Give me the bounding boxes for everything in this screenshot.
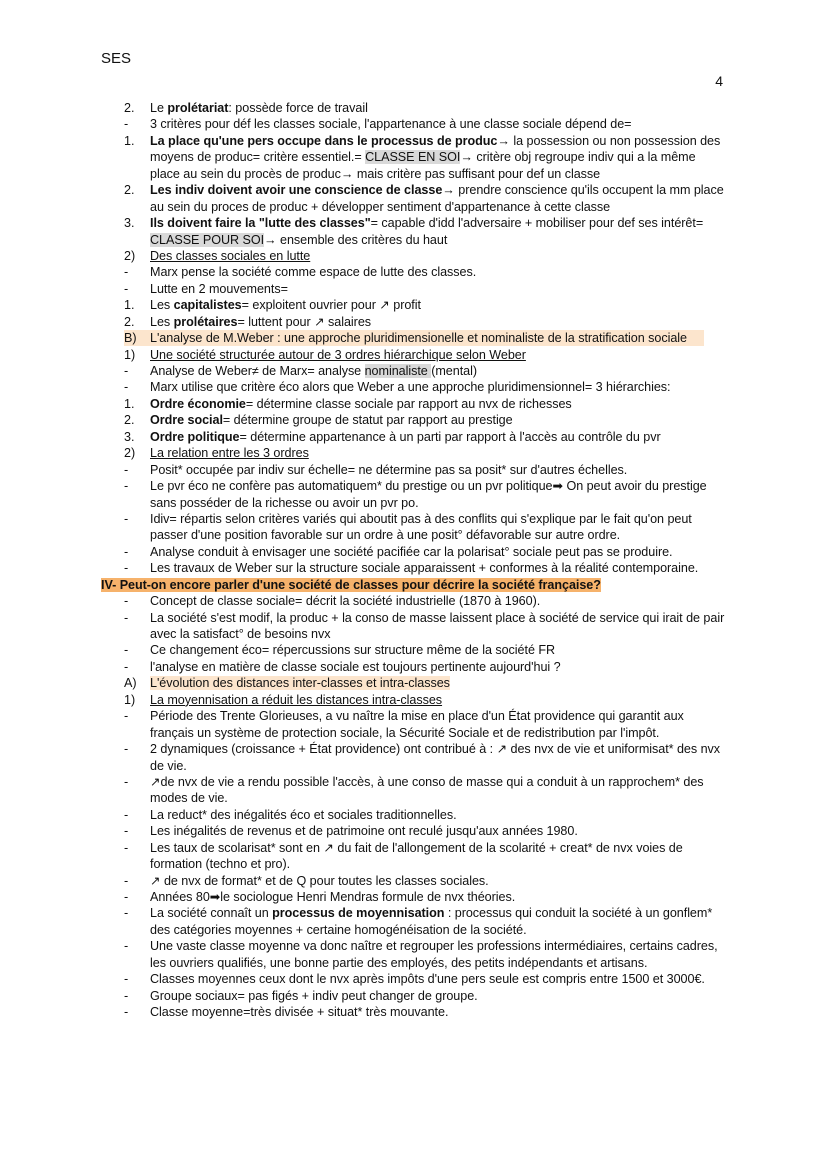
text-run: avec la satisfact° de besoins nvx — [150, 627, 331, 641]
text-run: l'analyse en matière de classe sociale est toujours pertinente aujourd'hui ? — [150, 659, 561, 674]
list-marker: 1) — [124, 692, 136, 707]
list-marker: B) — [124, 331, 137, 346]
text-line — [0, 149, 828, 165]
line-content — [150, 429, 661, 445]
text-line — [0, 840, 828, 856]
list-marker: - — [124, 511, 129, 526]
text-run: Période des Trente Glorieuses, a vu naître la mise en place d'un État providence qui garantit aux — [150, 709, 684, 724]
text-run: Idiv= répartis selon critères variés qui aboutit pas à des conflits qui s'explique par le fait qu'on peut — [150, 511, 692, 526]
text-line — [0, 708, 828, 724]
text-run: Ordre politique — [150, 429, 240, 444]
line-content — [150, 823, 578, 839]
line-content — [150, 741, 720, 757]
line-content — [150, 971, 705, 987]
text-line — [0, 889, 828, 905]
text-line — [0, 905, 828, 921]
text-line — [0, 281, 828, 297]
text-line — [0, 330, 828, 346]
line-content — [150, 264, 476, 280]
text-line — [0, 955, 828, 971]
list-marker: - — [124, 906, 129, 921]
text-line — [0, 988, 828, 1004]
line-content — [150, 922, 527, 938]
text-line — [0, 297, 828, 313]
line-content — [150, 988, 478, 1004]
line-content — [150, 297, 421, 313]
text-line — [0, 593, 828, 609]
text-line — [0, 314, 828, 330]
text-line — [0, 429, 828, 445]
text-line — [0, 560, 828, 576]
text-run: La société connaît un — [150, 906, 273, 921]
line-content — [150, 560, 698, 576]
text-run: Analyse conduit à envisager une société pacifiée car la polarisat° sociale peut pas se produire. — [150, 544, 673, 559]
list-marker: - — [124, 380, 129, 395]
text-line — [0, 462, 828, 478]
text-run: français un système de protection sociale, la Sécurité Sociale et de redistribution par l'impôt. — [150, 725, 660, 740]
text-run: (mental) — [431, 364, 477, 378]
line-content — [150, 379, 671, 395]
line-content — [150, 840, 683, 856]
list-marker: 1. — [124, 298, 135, 313]
text-run: : processus qui conduit la société à un gonflem* — [444, 906, 713, 921]
text-line — [0, 116, 828, 132]
line-content — [150, 396, 572, 412]
line-content — [150, 626, 331, 642]
text-line — [0, 675, 828, 691]
line-content — [150, 675, 450, 691]
text-run: Années 80➡le sociologue Henri Mendras formule de nvx théories. — [150, 890, 516, 904]
text-line — [0, 215, 828, 231]
text-line — [0, 856, 828, 872]
text-line — [0, 478, 828, 494]
list-marker: - — [124, 774, 129, 789]
text-run: sans posséder de la richesse ou avoir un pvr po. — [150, 495, 419, 510]
line-content — [150, 363, 477, 379]
list-marker: - — [124, 873, 129, 888]
text-run: des catégories moyennes + certaine homogénéisation de la société. — [150, 922, 527, 937]
text-run: : possède force de travail — [228, 101, 368, 115]
list-marker: - — [124, 479, 129, 494]
text-line — [0, 232, 828, 248]
text-run: Marx utilise que critère éco alors que Weber a une approche pluridimensionnel= 3 hiérarchies: — [150, 380, 671, 395]
text-run: Le pvr éco ne confère pas automatiquem* du prestige ou un pvr politique➡ On peut avoir du prestige — [150, 479, 707, 494]
text-run: = détermine appartenance à un parti par rapport à l'accès au contrôle du pvr — [239, 429, 661, 444]
list-marker: - — [124, 594, 129, 609]
text-line — [0, 758, 828, 774]
line-content — [150, 478, 707, 494]
text-run: Analyse de Weber≠ de Marx= analyse — [150, 364, 365, 378]
line-content — [150, 725, 659, 741]
text-run: formation (techno et pro). — [150, 857, 291, 872]
list-marker: - — [124, 364, 129, 378]
text-run: Les — [150, 298, 174, 313]
text-run: Concept de classe sociale= décrit la société industrielle (1870 à 1960). — [150, 594, 541, 609]
line-content — [150, 100, 368, 116]
line-content — [150, 758, 187, 774]
text-run: prolétariat — [167, 101, 229, 115]
text-run: Groupe sociaux= pas figés + indiv peut changer de groupe. — [150, 988, 478, 1003]
text-run: → ensemble des critères du haut — [264, 232, 448, 247]
text-run: Posit* occupée par indiv sur échelle= ne détermine pas sa posit* sur d'autres échelles. — [150, 462, 628, 477]
text-run: = détermine groupe de statut par rapport au prestige — [222, 413, 513, 428]
line-content — [150, 215, 703, 231]
list-marker: - — [124, 807, 129, 822]
line-content — [150, 462, 627, 478]
text-run: La reduct* des inégalités éco et sociales traditionnelles. — [150, 807, 457, 822]
text-line — [0, 363, 828, 379]
text-run: = capable d'idd l'adversaire + mobiliser pour def ses intérêt= — [370, 216, 704, 231]
line-content — [150, 133, 720, 149]
text-run: Classe moyenne=très divisée + situat* très mouvante. — [150, 1005, 449, 1020]
text-run: 3 critères pour déf les classes sociale, l'appartenance à une classe sociale dépend de= — [150, 117, 632, 132]
line-content — [150, 774, 704, 790]
line-content — [150, 511, 692, 527]
text-run: Ce changement éco= répercussions sur structure même de la société FR — [150, 643, 556, 658]
text-line — [0, 922, 828, 938]
list-marker: 1. — [124, 133, 135, 148]
line-content — [150, 856, 290, 872]
text-run: = luttent pour ↗ salaires — [237, 314, 372, 329]
text-line — [0, 823, 828, 839]
text-line — [0, 938, 828, 954]
text-run: place au sein du procès de produc→ mais critère pas suffisant pour def un classe — [150, 166, 601, 181]
text-run: Les travaux de Weber sur la structure sociale apparaissent + conformes à la réalité contemporaine. — [150, 561, 699, 576]
list-marker: 3. — [124, 216, 135, 231]
line-content — [150, 314, 371, 330]
line-content — [150, 659, 561, 675]
text-line — [0, 100, 828, 116]
list-marker: 2. — [124, 101, 135, 115]
text-run: Les taux de scolarisat* sont en ↗ du fait de l'allongement de la scolarité + creat* de nvx voies de — [150, 840, 683, 855]
list-marker: - — [124, 610, 129, 625]
list-marker: - — [124, 939, 129, 954]
list-marker: 2) — [124, 248, 136, 263]
line-content — [150, 412, 513, 428]
text-run: modes de vie. — [150, 791, 228, 806]
list-marker: - — [124, 462, 129, 477]
text-line — [0, 807, 828, 823]
text-line — [0, 790, 828, 806]
text-run: Ordre économie — [150, 396, 246, 411]
list-marker: - — [124, 742, 129, 757]
text-run: Une vaste classe moyenne va donc naître et regrouper les professions intermédiaires, certains cadres, — [150, 939, 718, 954]
text-run: Les inégalités de revenus et de patrimoine ont reculé jusqu'aux années 1980. — [150, 824, 578, 839]
text-line — [0, 692, 828, 708]
text-line — [0, 248, 828, 264]
list-marker: - — [124, 840, 129, 855]
text-run: moyens de produc= critère essentiel.= — [150, 150, 366, 165]
text-run: Des classes sociales en lutte — [150, 248, 311, 263]
text-line — [0, 725, 828, 741]
text-run: ↗ de nvx de format* et de Q pour toutes les classes sociales. — [150, 873, 489, 888]
text-run: = détermine classe sociale par rapport au nvx de richesses — [245, 396, 572, 411]
line-content — [150, 149, 696, 165]
text-run: Les indiv doivent avoir une conscience de classe — [150, 183, 443, 198]
line-content — [150, 905, 712, 921]
list-marker: 2. — [124, 183, 135, 198]
text-run: CLASSE POUR SOI — [150, 232, 265, 247]
line-content — [150, 166, 600, 182]
line-content — [150, 642, 555, 658]
text-run: Les — [150, 314, 174, 329]
line-content — [150, 116, 631, 132]
text-run: au sein du proces de produc + développer sentiment d'appartenance à cette classe — [150, 199, 611, 214]
text-line — [0, 412, 828, 428]
text-line — [0, 495, 828, 511]
text-run: = exploitent ouvrier pour ↗ profit — [241, 298, 421, 313]
line-content — [150, 708, 684, 724]
line-content — [150, 199, 610, 215]
text-line — [0, 774, 828, 790]
text-run: prolétaires — [173, 314, 238, 329]
text-run: Lutte en 2 mouvements= — [150, 281, 288, 296]
text-line — [0, 873, 828, 889]
line-content — [150, 248, 310, 264]
list-marker: - — [124, 643, 129, 658]
text-run: → la possession ou non possession des — [497, 133, 721, 148]
text-run: La moyennisation a réduit les distances intra-classes — [150, 692, 443, 707]
text-run: passer d'une position favorable sur un ordre à une posit° défavorable sur autre ordre. — [150, 528, 621, 543]
line-content — [150, 527, 620, 543]
page-number: 4 — [715, 73, 723, 89]
text-line — [0, 379, 828, 395]
line-content — [150, 182, 724, 198]
text-run: La société s'est modif, la produc + la conso de masse laissent place à société de service qui irait de pair — [150, 610, 725, 625]
list-marker: - — [124, 544, 129, 559]
text-line — [0, 971, 828, 987]
text-run: → critère obj regroupe indiv qui a la même — [460, 150, 696, 165]
list-marker: 2) — [124, 446, 136, 461]
line-content — [150, 281, 288, 297]
text-run: IV- Peut-on encore parler d'une société de classes pour décrire la société française? — [101, 577, 601, 592]
text-line — [0, 199, 828, 215]
text-run: ↗de nvx de vie a rendu possible l'accès, à une conso de masse qui a conduit à un rapprochem* des — [150, 774, 704, 789]
text-line — [0, 544, 828, 560]
list-marker: - — [124, 659, 129, 674]
list-marker: - — [124, 972, 129, 987]
line-content — [150, 610, 724, 626]
text-line — [0, 659, 828, 675]
text-run: → prendre conscience qu'ils occupent la mm place — [442, 183, 724, 198]
text-run: Ordre social — [150, 413, 223, 428]
list-marker: - — [124, 824, 129, 839]
document-body — [0, 100, 828, 1021]
text-run: de vie. — [150, 758, 187, 773]
text-line — [0, 511, 828, 527]
text-run: processus de moyennisation — [272, 906, 445, 921]
text-line — [0, 182, 828, 198]
text-line — [0, 610, 828, 626]
line-content — [150, 544, 673, 560]
text-run: Marx pense la société comme espace de lutte des classes. — [150, 265, 477, 280]
list-marker: - — [124, 890, 129, 904]
line-content — [150, 955, 647, 971]
list-marker: - — [124, 117, 129, 132]
line-content — [150, 347, 526, 363]
text-line — [0, 741, 828, 757]
text-line — [0, 445, 828, 461]
list-marker: - — [124, 561, 129, 576]
text-run: Ils doivent faire la "lutte des classes" — [150, 216, 371, 231]
line-content — [150, 330, 687, 346]
list-marker: 3. — [124, 429, 135, 444]
list-marker: - — [124, 1005, 129, 1020]
text-run: Une société structurée autour de 3 ordres hiérarchique selon Weber — [150, 347, 526, 362]
line-content — [150, 445, 309, 461]
text-line — [0, 642, 828, 658]
text-run: La relation entre les 3 ordres — [150, 446, 309, 461]
list-marker: 2. — [124, 413, 135, 428]
text-line — [0, 626, 828, 642]
line-content — [150, 889, 515, 905]
line-content — [150, 593, 540, 609]
line-content — [150, 495, 419, 511]
list-marker: A) — [124, 676, 137, 691]
text-run: La place qu'une pers occupe dans le processus de produc — [150, 133, 498, 148]
text-run: 2 dynamiques (croissance + État providence) ont contribué à : ↗ des nvx de vie et uniformisat* des nvx — [150, 742, 721, 757]
text-line — [0, 527, 828, 543]
text-run: CLASSE EN SOI — [365, 150, 461, 165]
line-content — [150, 232, 447, 248]
line-content — [150, 1004, 448, 1020]
document-subject: SES — [101, 50, 132, 67]
list-marker: 1) — [124, 347, 136, 362]
text-run: L'analyse de M.Weber : une approche pluridimensionelle et nominaliste de la stratification sociale — [150, 331, 688, 346]
list-marker: - — [124, 988, 129, 1003]
text-line — [0, 133, 828, 149]
list-marker: 1. — [124, 396, 135, 411]
line-content — [101, 577, 601, 593]
text-run: Classes moyennes ceux dont le nvx après impôts d'une pers seule est compris entre 1500 et 3000€. — [150, 972, 705, 987]
list-marker: - — [124, 281, 129, 296]
text-line — [0, 396, 828, 412]
list-marker: - — [124, 265, 129, 280]
text-run: nominaliste — [364, 364, 432, 378]
text-run: les ouvriers qualifiés, une bonne partie des employés, des petits indépendants et artisans. — [150, 955, 648, 970]
text-line — [0, 347, 828, 363]
text-run: Le — [150, 101, 168, 115]
line-content — [150, 873, 489, 889]
line-content — [150, 807, 457, 823]
list-marker: 2. — [124, 314, 135, 329]
text-line — [0, 1004, 828, 1020]
list-marker: - — [124, 709, 129, 724]
line-content — [150, 938, 718, 954]
line-content — [150, 790, 228, 806]
text-line — [0, 166, 828, 182]
text-run: capitalistes — [173, 298, 242, 313]
section-heading — [0, 577, 828, 593]
text-line — [0, 264, 828, 280]
line-content — [150, 692, 442, 708]
text-run: L'évolution des distances inter-classes et intra-classes — [150, 676, 450, 691]
